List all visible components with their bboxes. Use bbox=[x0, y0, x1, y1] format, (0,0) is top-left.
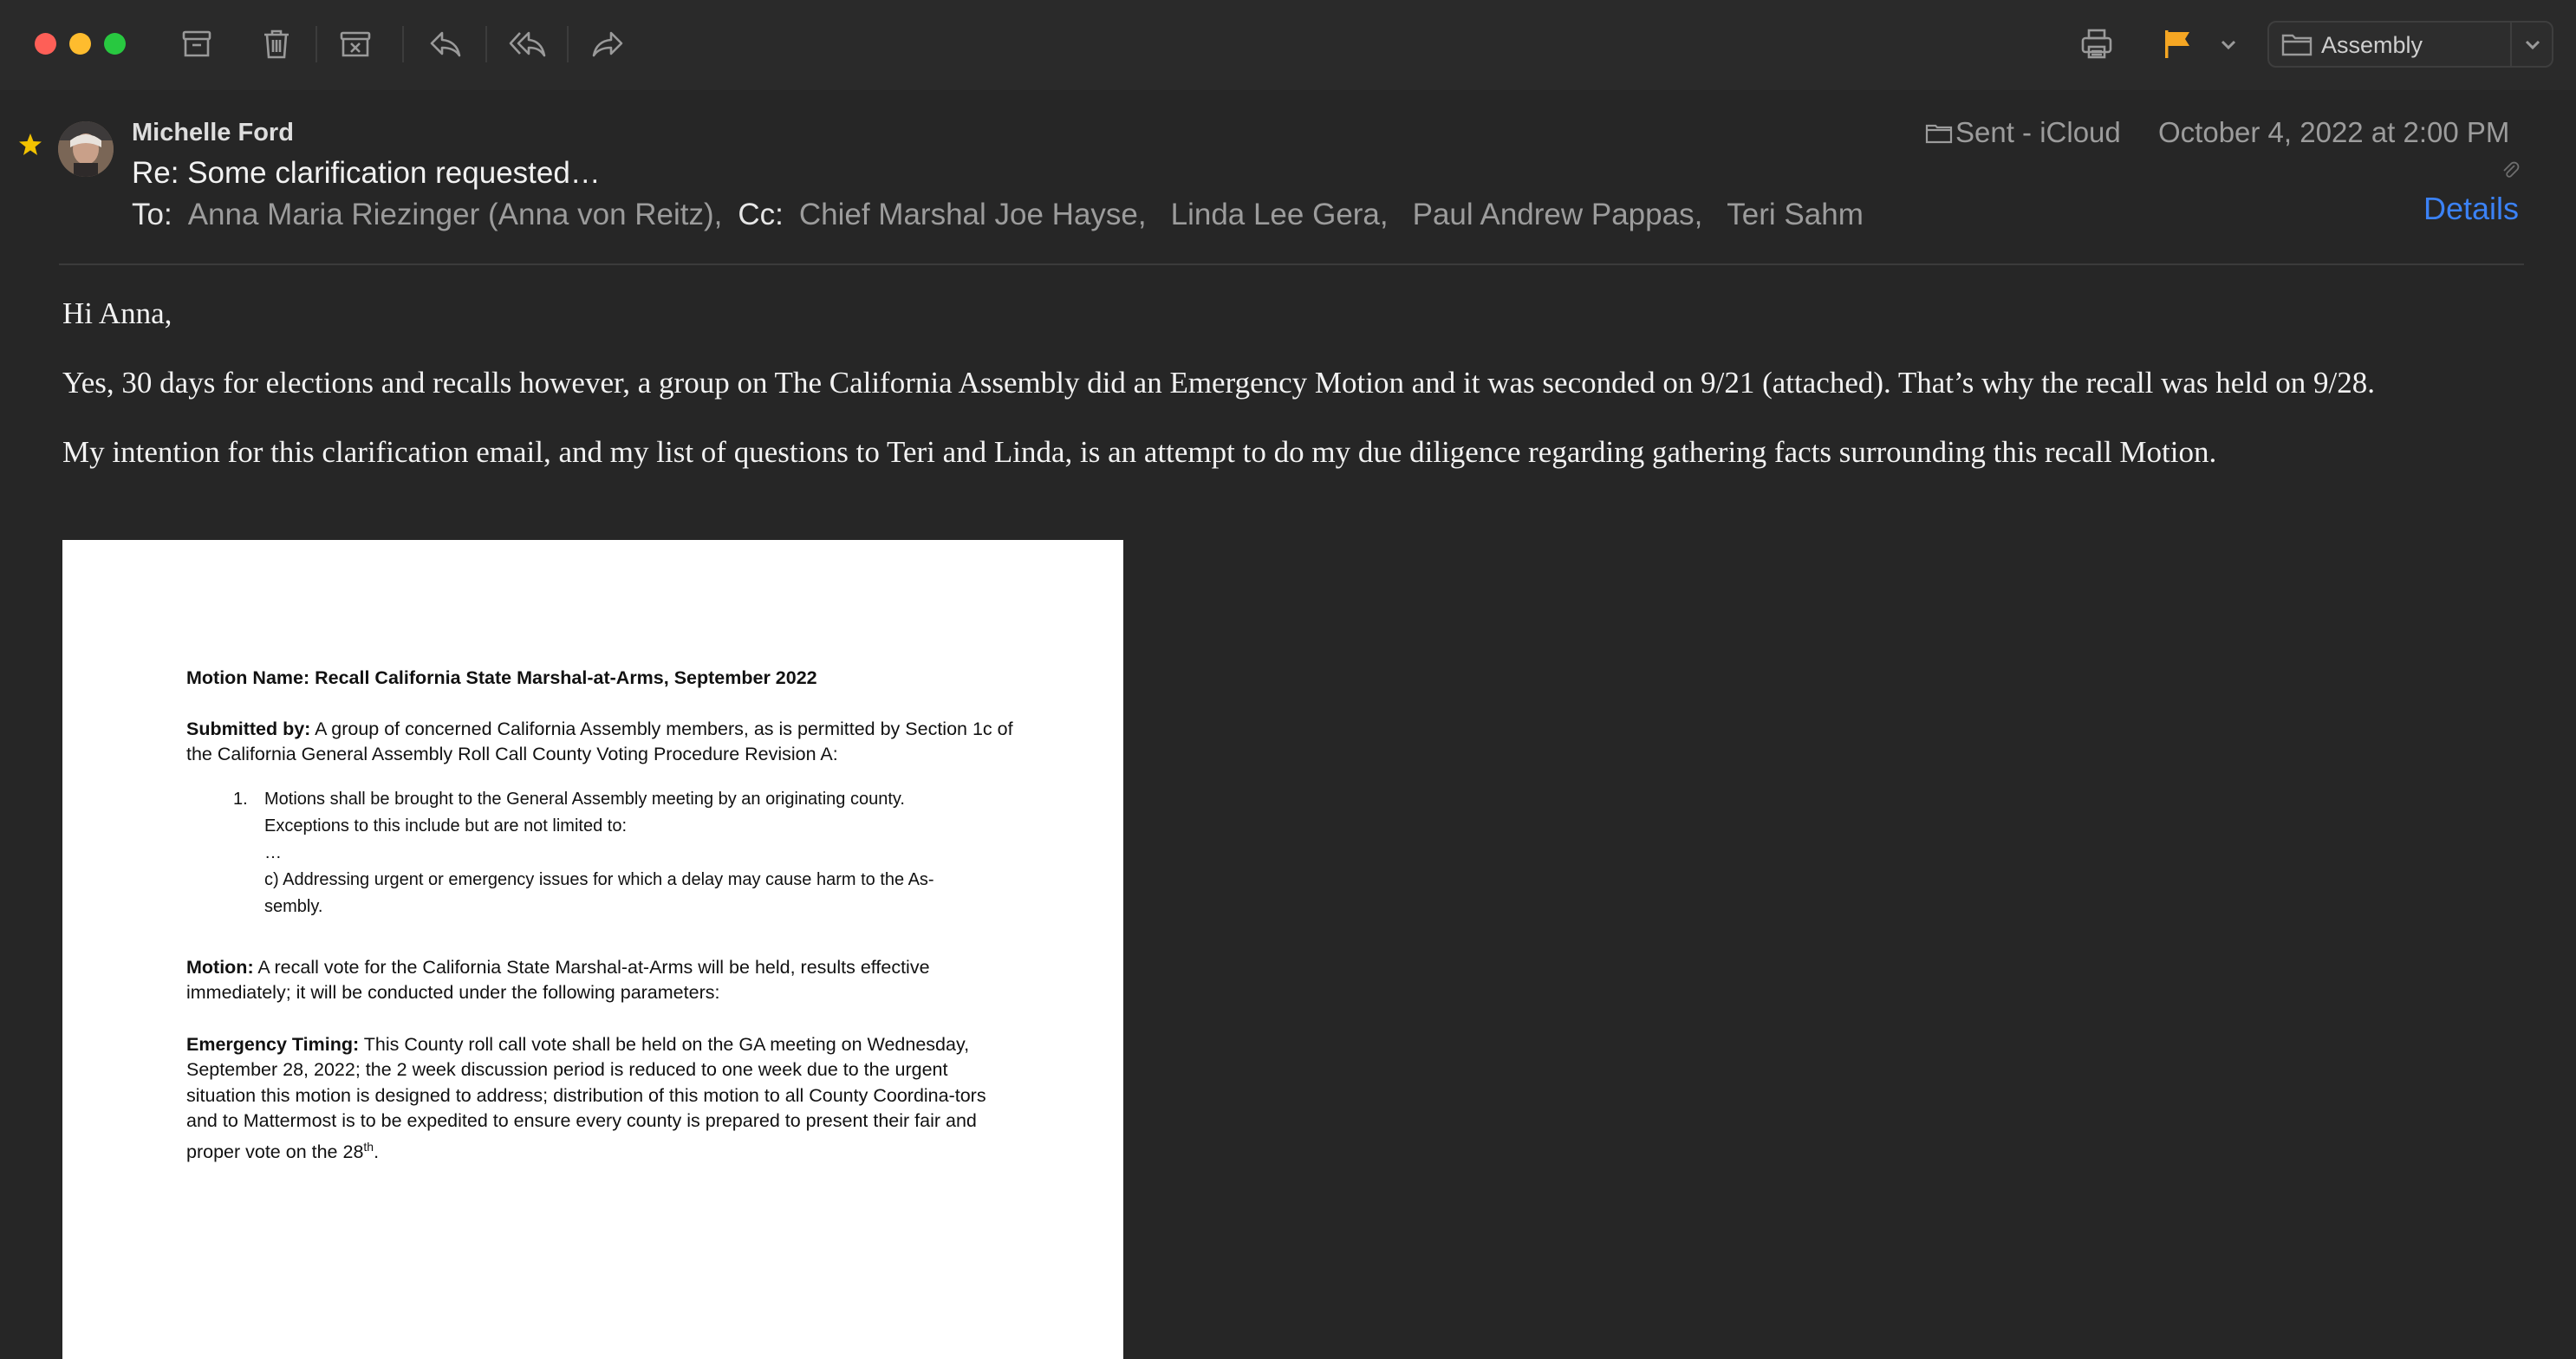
avatar bbox=[58, 121, 114, 177]
motion-name: Motion Name: Recall California State Marshal-at-Arms, September 2022 bbox=[186, 667, 817, 688]
recipients-row bbox=[132, 198, 1864, 232]
archive-icon bbox=[178, 25, 216, 63]
toolbar-separator bbox=[315, 26, 317, 62]
emergency-timing bbox=[186, 1032, 1018, 1166]
flag-menu-button[interactable] bbox=[2207, 19, 2250, 69]
motion-label: Motion: bbox=[186, 956, 254, 978]
motion-text: A recall vote for the California State Marshal-at-Arms will be held, results effective immediately; it will be conducted under the following parameters: bbox=[186, 956, 930, 1003]
print-button[interactable] bbox=[2072, 19, 2122, 69]
reply-all-button[interactable] bbox=[502, 19, 552, 69]
reply-icon bbox=[426, 25, 465, 63]
zoom-window-button[interactable] bbox=[104, 33, 126, 55]
list-line: Exceptions to this include but are not limited to: bbox=[264, 816, 628, 836]
star-shape bbox=[17, 132, 43, 158]
motion bbox=[186, 955, 1018, 1006]
body-greeting: Hi Anna, bbox=[62, 296, 172, 330]
folder-icon bbox=[2278, 25, 2316, 63]
forward-icon bbox=[589, 25, 627, 63]
submitted-by-text: A group of concerned California Assembly members, as is permitted by Section 1c of the California General Assembly Roll Call County Voting Procedure Revision A: bbox=[186, 718, 1013, 764]
cc-recipient[interactable]: Teri Sahm bbox=[1727, 198, 1864, 231]
to-recipient[interactable]: Anna Maria Riezinger (Anna von Reitz), bbox=[187, 198, 723, 231]
flag-icon bbox=[2158, 25, 2196, 63]
timing-end: . bbox=[374, 1141, 380, 1162]
timing-text: This County roll call vote shall be held on the GA meeting on Wednesday, September 28, 2022; the 2 week discussion period is reduced to one week due to the urgent situation this motion is designed to address; distribution of this motion to all County Coordina-tors and to Mattermost is to be expedited to ensure every county is prepared to present their fair and proper vote on the 28 bbox=[186, 1033, 986, 1162]
junk-icon bbox=[336, 25, 374, 63]
body-paragraph: My intention for this clarification email, and my list of questions to Teri and Linda, is an attempt to do my due diligence regarding gathering facts surrounding this recall Motion. bbox=[62, 435, 2217, 469]
printer-icon bbox=[2078, 25, 2116, 63]
paperclip-icon bbox=[2500, 159, 2521, 180]
mailbox-label: Assembly bbox=[2321, 32, 2423, 58]
close-window-button[interactable] bbox=[35, 33, 56, 55]
trash-button[interactable] bbox=[251, 19, 302, 69]
toolbar-separator bbox=[567, 26, 569, 62]
list-number: 1. bbox=[233, 789, 248, 809]
sender-name[interactable]: Michelle Ford bbox=[132, 119, 294, 146]
cc-recipient[interactable]: Linda Lee Gera, bbox=[1170, 198, 1389, 231]
toolbar-separator bbox=[485, 26, 487, 62]
move-to-mailbox-select[interactable] bbox=[2267, 21, 2553, 68]
reply-all-icon bbox=[508, 25, 546, 63]
mailbox-location bbox=[1924, 116, 2121, 149]
timing-sup: th bbox=[363, 1139, 374, 1154]
attachment-document bbox=[186, 666, 1018, 1165]
timing-label: Emergency Timing: bbox=[186, 1033, 360, 1055]
details-link[interactable]: Details bbox=[2423, 191, 2520, 226]
toolbar-separator bbox=[402, 26, 404, 62]
trash-icon bbox=[257, 25, 296, 63]
minimize-window-button[interactable] bbox=[69, 33, 91, 55]
body-paragraph: Yes, 30 days for elections and recalls however, a group on The California Assembly did an Emergency Motion and it was seconded on 9/21 (attached). That’s why the recall was held on 9/28. bbox=[62, 366, 2376, 400]
flag-button[interactable] bbox=[2152, 19, 2202, 69]
star-icon[interactable] bbox=[17, 132, 43, 158]
forward-button[interactable] bbox=[582, 19, 633, 69]
avatar-image bbox=[58, 121, 114, 177]
list-line: sembly. bbox=[264, 896, 323, 916]
list-line: c) Addressing urgent or emergency issues for which a delay may cause harm to the As- bbox=[264, 869, 934, 889]
chevron-down-icon bbox=[2209, 25, 2247, 63]
cc-label: Cc: bbox=[738, 198, 784, 231]
header-divider bbox=[59, 263, 2524, 265]
junk-button[interactable] bbox=[330, 19, 381, 69]
to-label: To: bbox=[132, 198, 172, 231]
reply-button[interactable] bbox=[420, 19, 471, 69]
attachment-preview[interactable] bbox=[62, 540, 1123, 1359]
submitted-by bbox=[186, 717, 1018, 768]
cc-recipient[interactable]: Paul Andrew Pappas, bbox=[1412, 198, 1703, 231]
list-line: … bbox=[264, 842, 282, 862]
list-line: Motions shall be brought to the General Assembly meeting by an originating county. bbox=[264, 789, 905, 809]
procedure-list bbox=[186, 786, 1018, 920]
subject: Re: Some clarification requested… bbox=[132, 156, 601, 190]
select-divider bbox=[2510, 23, 2512, 66]
cc-recipient[interactable]: Chief Marshal Joe Hayse, bbox=[798, 198, 1147, 231]
submitted-by-label: Submitted by: bbox=[186, 718, 311, 739]
folder-name: Sent - iCloud bbox=[1955, 116, 2121, 148]
folder-icon bbox=[1924, 118, 1954, 147]
message-date: October 4, 2022 at 2:00 PM bbox=[2158, 116, 2510, 148]
archive-button[interactable] bbox=[172, 19, 222, 69]
toolbar bbox=[0, 0, 2576, 90]
chevron-down-icon bbox=[2514, 25, 2552, 63]
